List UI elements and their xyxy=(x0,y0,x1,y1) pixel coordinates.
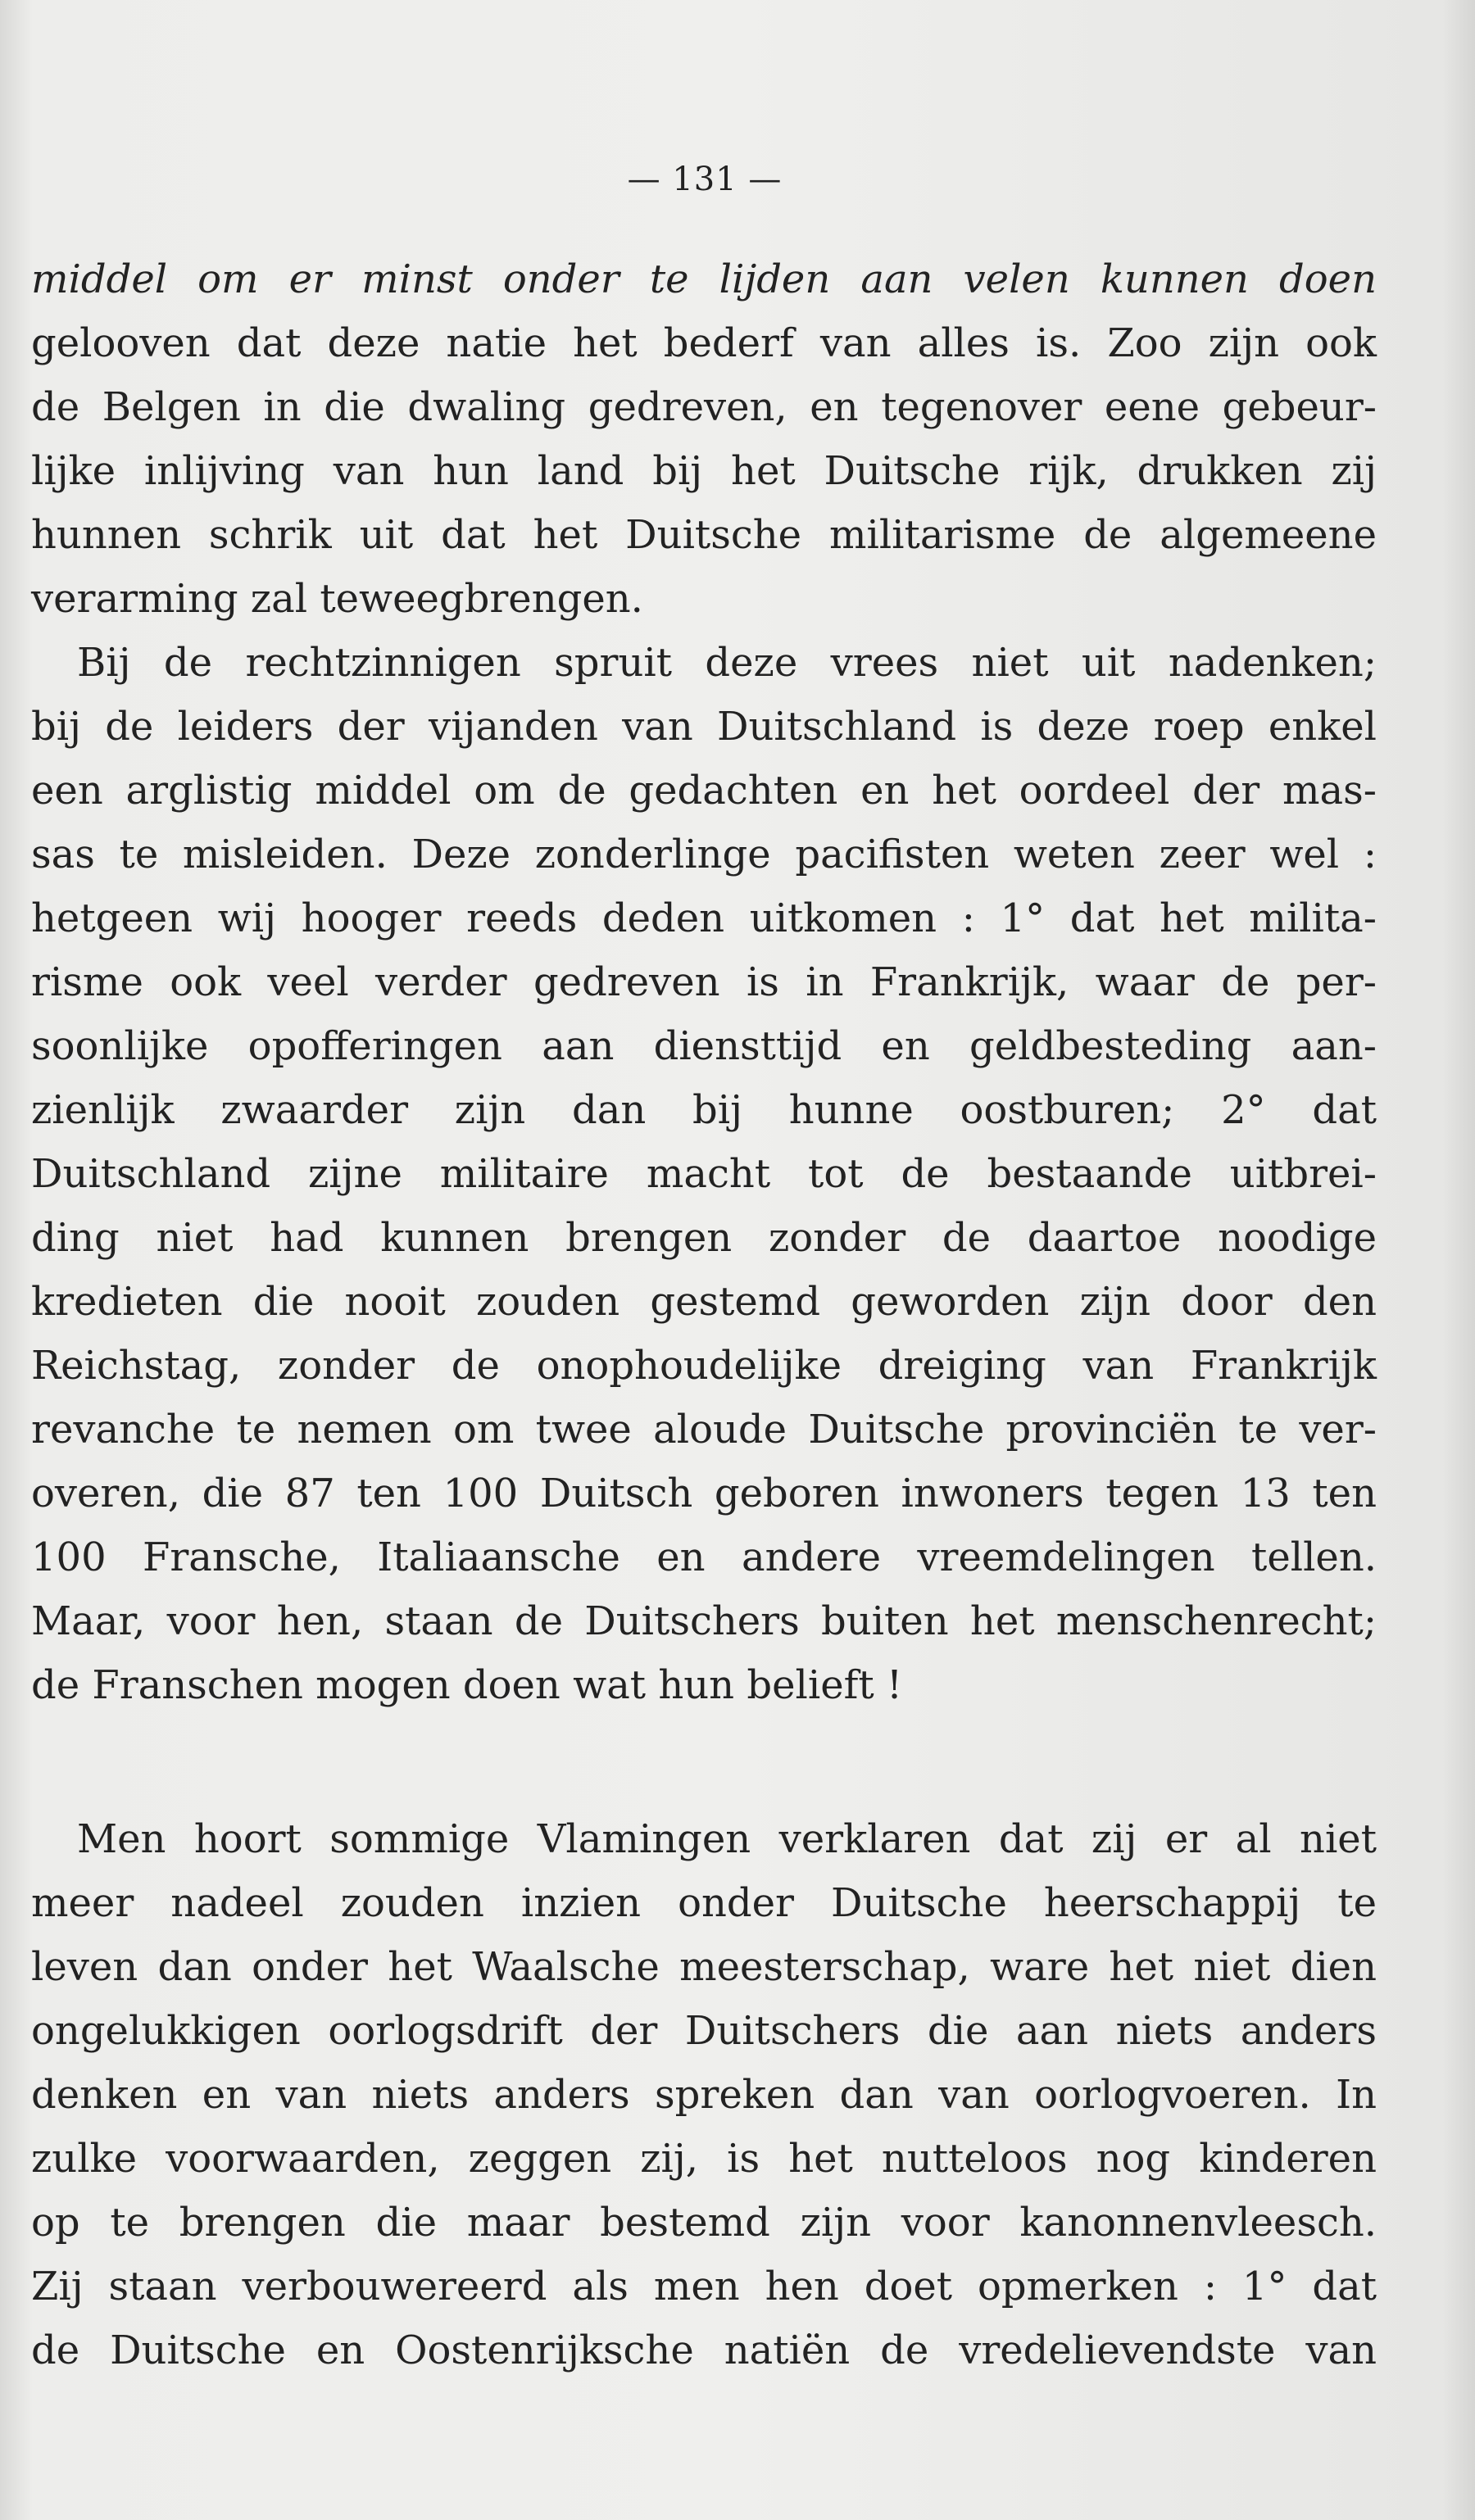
text-line: de Belgen in die dwaling gedreven, en tegenover eene gebeur- xyxy=(31,384,1377,430)
text-line: ongelukkigen oorlogsdrift der Duitschers die aan niets anders xyxy=(31,2008,1377,2054)
text-line: een arglistig middel om de gedachten en het oordeel der mas- xyxy=(31,768,1377,814)
text-line: de Franschen mogen doen wat hun belieft ! xyxy=(31,1662,903,1708)
text-line: revanche te nemen om twee aloude Duitsche provinciën te ver- xyxy=(31,1407,1377,1453)
text-line: Zij staan verbouwereerd als men hen doet opmerken : 1° dat xyxy=(31,2264,1377,2309)
text-line: ding niet had kunnen brengen zonder de daartoe noodige xyxy=(31,1215,1377,1261)
text-line: denken en van niets anders spreken dan van oorlogvoeren. In xyxy=(31,2072,1377,2118)
text-line: overen, die 87 ten 100 Duitsch geboren inwoners tegen 13 ten xyxy=(31,1471,1377,1516)
text-line: zienlijk zwaarder zijn dan bij hunne oostburen; 2° dat xyxy=(31,1087,1377,1133)
text-line: op te brengen die maar bestemd zijn voor kanonnenvleesch. xyxy=(31,2200,1377,2246)
text-line: kredieten die nooit zouden gestemd geworden zijn door den xyxy=(31,1279,1377,1325)
paragraph-1 xyxy=(31,247,1377,1717)
text-line: soonlijke opofferingen aan diensttijd en geldbesteding aan- xyxy=(31,1023,1377,1069)
text-line: risme ook veel verder gedreven is in Frankrijk, waar de per- xyxy=(31,959,1377,1005)
text-line: Reichstag, zonder de onophoudelijke dreiging van Frankrijk xyxy=(31,1343,1377,1389)
text-line: Maar, voor hen, staan de Duitschers buiten het menschenrecht; xyxy=(31,1598,1377,1644)
text-line: middel om er minst onder te lijden aan velen kunnen doen xyxy=(31,256,1377,302)
text-line: gelooven dat deze natie het bederf van alles is. Zoo zijn ook xyxy=(31,320,1377,366)
paragraph-2 xyxy=(31,1807,1377,2382)
text-line: de Duitsche en Oostenrijksche natiën de vredelievendste van xyxy=(31,2327,1377,2373)
text-line: Bij de rechtzinnigen spruit deze vrees niet uit nadenken; xyxy=(77,640,1377,686)
text-line: hunnen schrik uit dat het Duitsche militarisme de algemeene xyxy=(31,512,1377,558)
page-number: — 131 — xyxy=(627,161,783,198)
text-line: Duitschland zijne militaire macht tot de bestaande uitbrei- xyxy=(31,1151,1377,1197)
text-line: hetgeen wij hooger reeds deden uitkomen : 1° dat het milita- xyxy=(31,895,1377,941)
text-line: leven dan onder het Waalsche meesterschap, ware het niet dien xyxy=(31,1944,1377,1990)
text-line: zulke voorwaarden, zeggen zij, is het nutteloos nog kinderen xyxy=(31,2136,1377,2182)
text-line: lijke inlijving van hun land bij het Duitsche rijk, drukken zij xyxy=(31,448,1377,494)
text-line: verarming zal teweegbrengen. xyxy=(31,576,643,622)
text-line: Men hoort sommige Vlamingen verklaren dat zij er al niet xyxy=(77,1816,1377,1862)
text-line: meer nadeel zouden inzien onder Duitsche heerschappij te xyxy=(31,1880,1377,1926)
text-line: bij de leiders der vijanden van Duitschland is deze roep enkel xyxy=(31,704,1377,750)
text-line: 100 Fransche, Italiaansche en andere vreemdelingen tellen. xyxy=(31,1534,1377,1580)
text-line: sas te misleiden. Deze zonderlinge pacifisten weten zeer wel : xyxy=(31,832,1377,877)
